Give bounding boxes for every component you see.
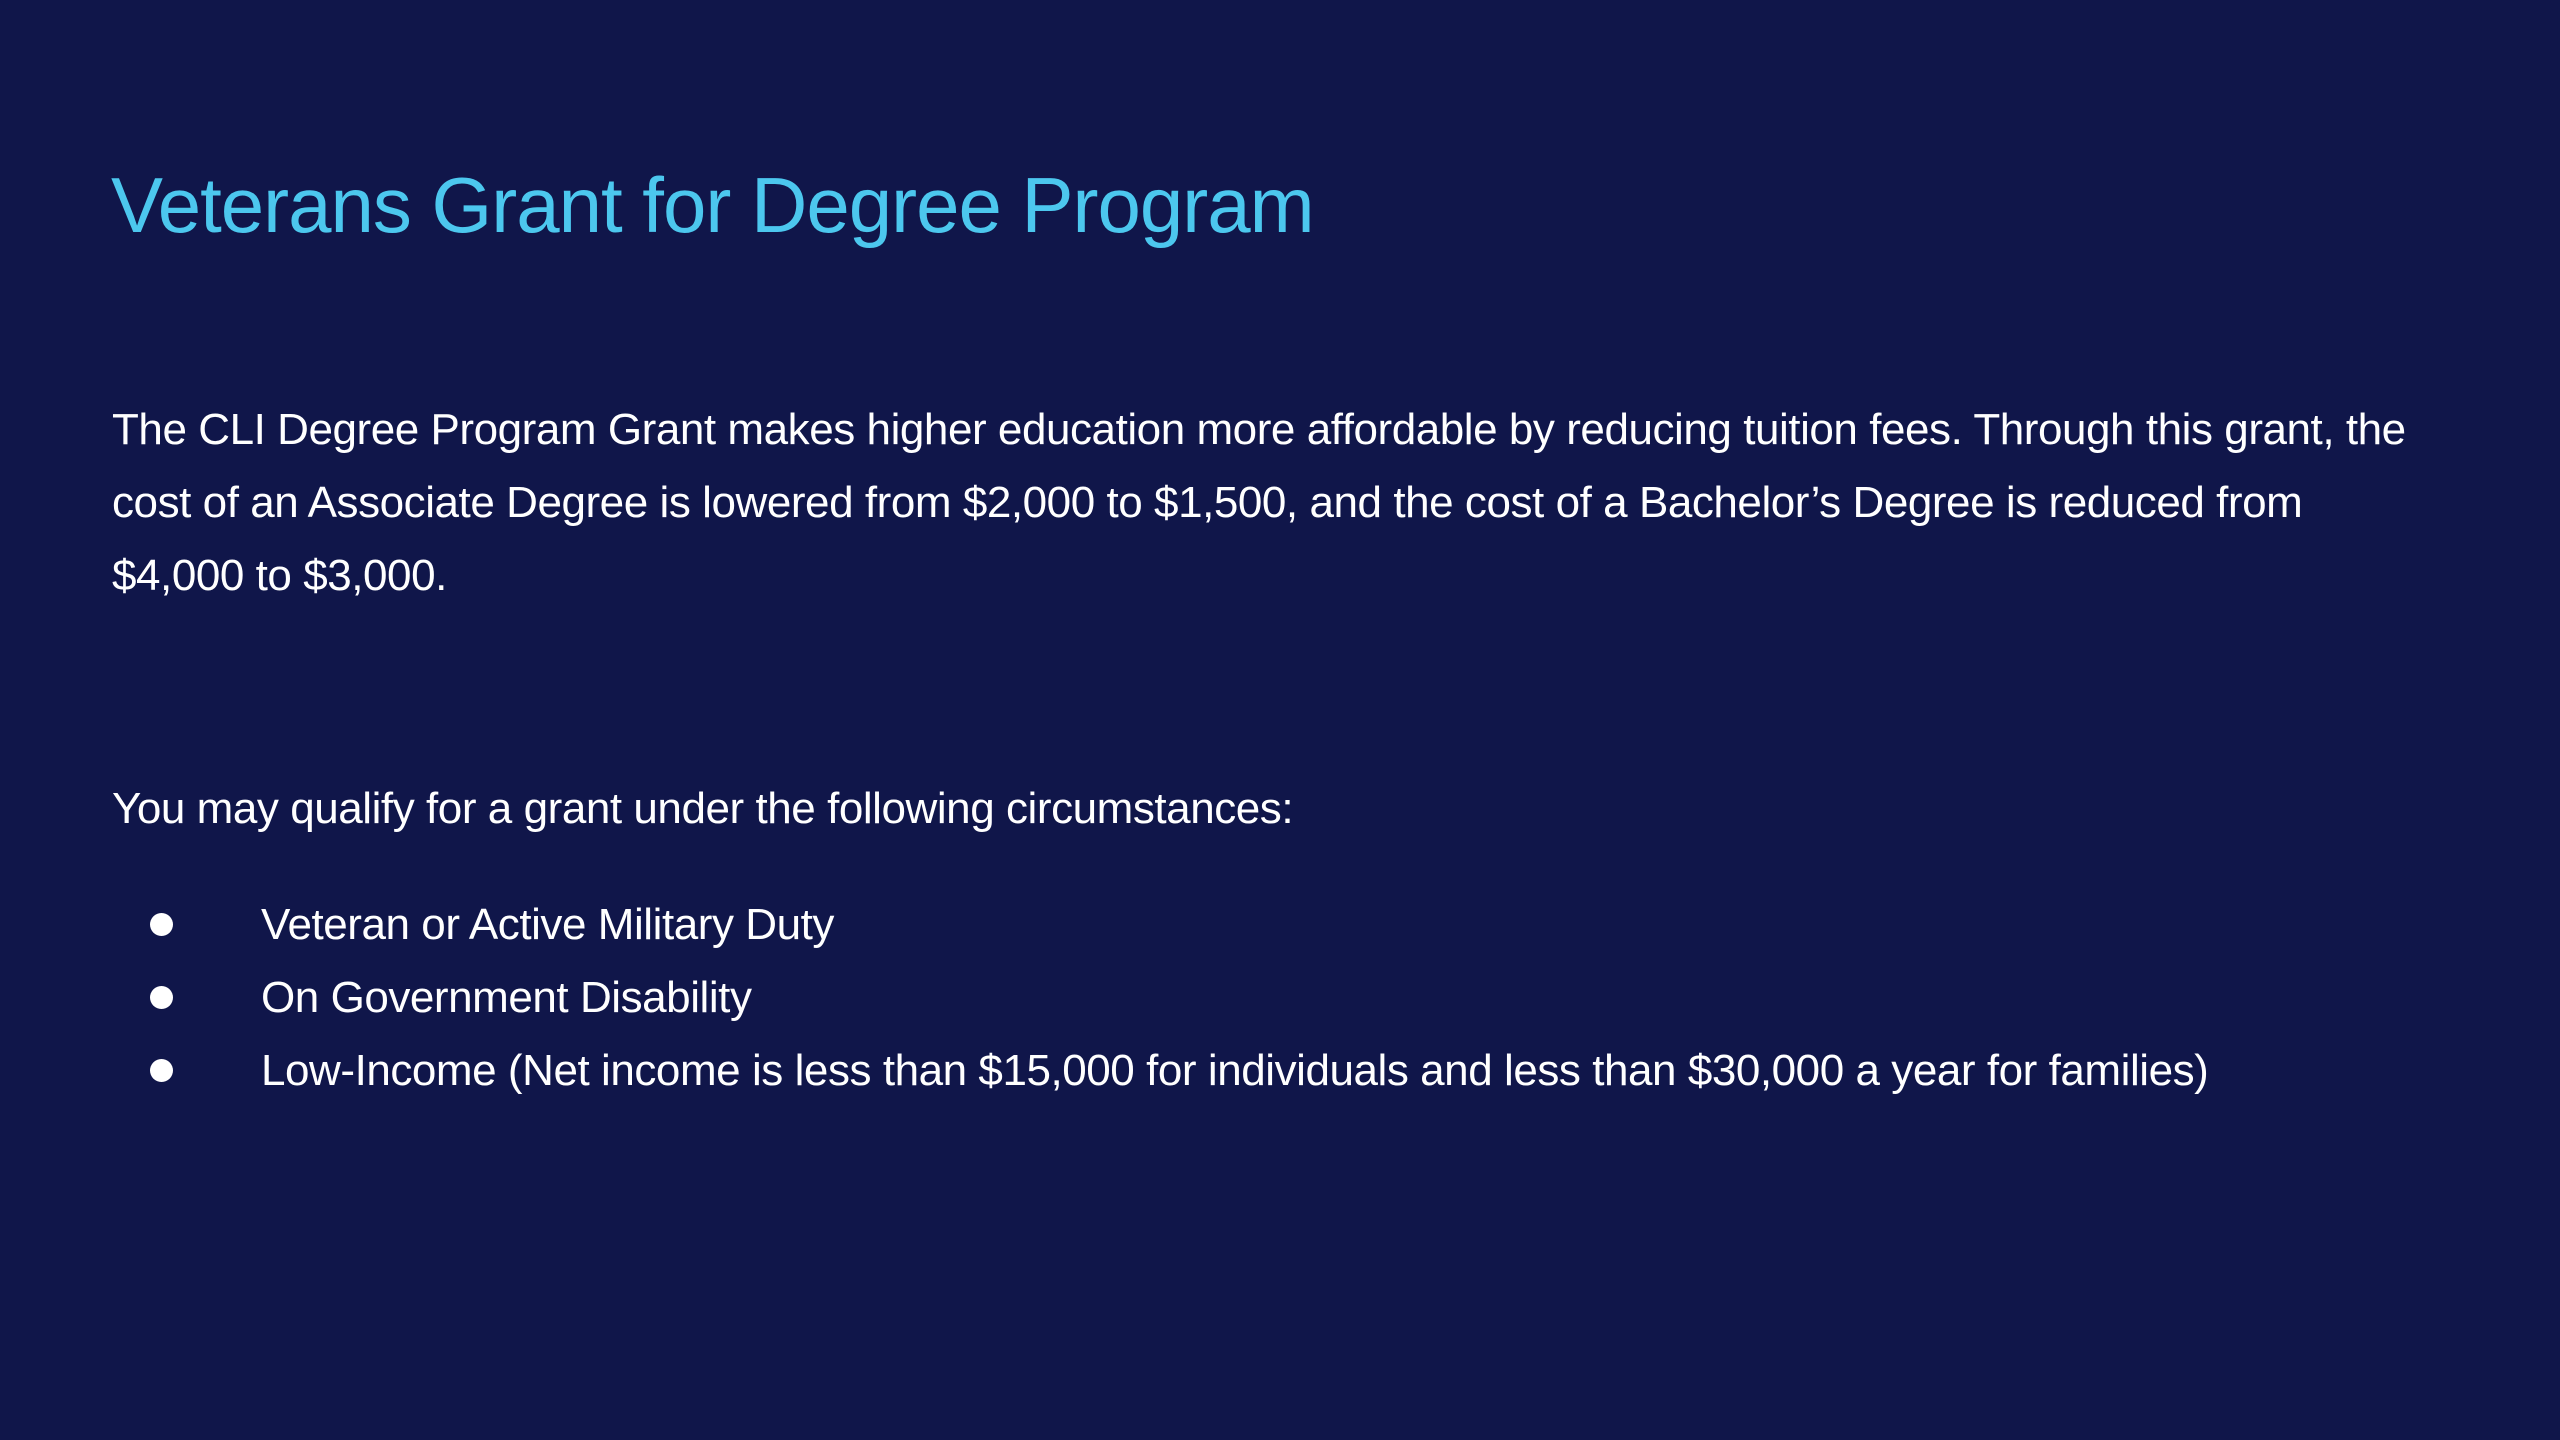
bullet-dot-icon bbox=[150, 913, 173, 936]
bullet-dot-icon bbox=[150, 986, 173, 1009]
intro-paragraph: The CLI Degree Program Grant makes higher education more affordable by reducing tuition fees. Through this grant, the cost of an Associate Degree is lowered from $2,000 to $1,500, and the cost of a Bachelor’s Degree is reduced from $4,000 to $3,000. bbox=[112, 405, 2406, 600]
qualification-item-label: On Government Disability bbox=[261, 973, 752, 1022]
qualification-item-disability bbox=[150, 961, 2510, 1034]
bullet-dot-icon bbox=[150, 1059, 173, 1082]
qualification-item-veteran bbox=[150, 888, 2510, 961]
qualification-item-low-income bbox=[150, 1034, 2510, 1107]
qualification-item-label: Low-Income (Net income is less than $15,000 for individuals and less than $30,000 a year for families) bbox=[261, 1046, 2209, 1095]
slide-title: Veterans Grant for Degree Program bbox=[111, 161, 1314, 249]
qualification-item-label: Veteran or Active Military Duty bbox=[261, 900, 834, 949]
qualification-heading: You may qualify for a grant under the following circumstances: bbox=[112, 784, 1294, 833]
qualification-list bbox=[150, 888, 2510, 1107]
